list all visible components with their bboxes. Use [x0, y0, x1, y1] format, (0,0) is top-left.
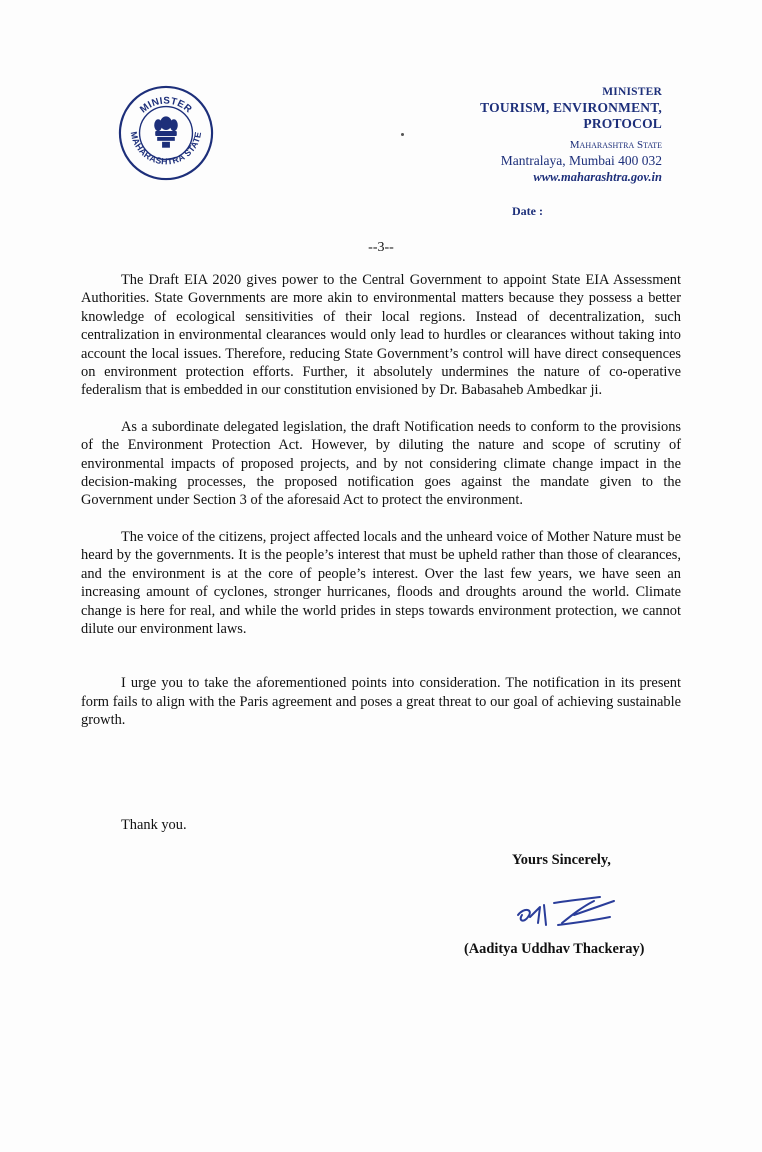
- seal-top-text: MINISTER: [138, 95, 194, 116]
- paragraph: I urge you to take the aforementioned points into consideration. The notification in its present form fails to align with the Paris agreement and poses a great threat to our goal of achieving sustainable growth.: [81, 675, 681, 729]
- letterhead-state: Maharashtra State: [569, 139, 662, 151]
- letterhead-minister: MINISTER: [602, 86, 662, 98]
- seal-bottom-text: MAHARASHTRA STATE: [128, 130, 204, 167]
- letterhead: [480, 84, 662, 185]
- date-label: Date :: [512, 204, 543, 218]
- paragraph: The Draft EIA 2020 gives power to the Central Government to appoint State EIA Assessment Authorities. State Governments are more akin to environmental matters because they possess a better knowledge of ecological sensitivities of their local regions. Instead of decentralization, such centralization in environmental clearances would only lead to hurdles or clearances without taking into account the local issues. Therefore, reducing State Government’s control will have direct consequences on environment protection efforts. Further, it absolutely undermines the nature of co-operative federalism that is embedded in our constitution envisioned by Dr. Babasaheb Ambedkar ji.: [81, 272, 681, 399]
- stray-mark: [401, 133, 404, 136]
- thanks-line: Thank you.: [121, 817, 187, 833]
- paragraph: The voice of the citizens, project affected locals and the unheard voice of Mother Nature must be heard by the governments. It is the people’s interest that must be upheld rather than those of clearances, and the environment is at the core of people’s interest. Over the last few years, we have seen an increasing amount of cyclones, stronger hurricanes, floods and droughts around the world. Climate change is here for real, and while the world prides in steps towards environment protection, we cannot dilute our environment laws.: [81, 528, 681, 637]
- svg-text:MINISTER: [138, 96, 194, 116]
- page-number: --3--: [368, 240, 394, 255]
- handwritten-signature-icon: [514, 893, 632, 931]
- letterhead-portfolio: TOURISM, ENVIRONMENT,: [480, 100, 662, 115]
- closing-line: Yours Sincerely,: [512, 852, 611, 868]
- maharashtra-state-seal-icon: [117, 84, 215, 182]
- letter-body: [81, 271, 681, 748]
- letterhead-protocol: PROTOCOL: [583, 116, 662, 131]
- letterhead-address: Mantralaya, Mumbai 400 032: [500, 153, 662, 168]
- letterhead-website: www.maharashtra.gov.in: [533, 170, 662, 184]
- paragraph: As a subordinate delegated legislation, the draft Notification needs to conform to the provisions of the Environment Protection Act. However, by diluting the nature and scope of scrutiny of environmental impacts of proposed projects, and by not considering climate change impact in the decision-making processes, the proposed notification goes against the mandate given to the Government under Section 3 of the aforesaid Act to protect the environment.: [81, 418, 681, 509]
- signer-name: (Aaditya Uddhav Thackeray): [464, 941, 645, 957]
